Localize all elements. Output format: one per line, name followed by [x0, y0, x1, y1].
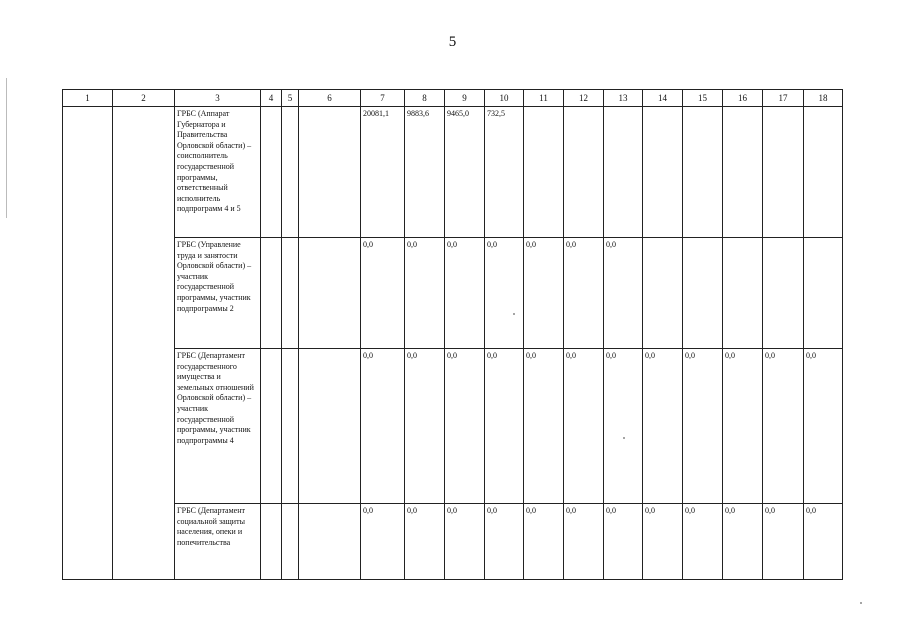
value-cell: 0,0 [683, 349, 723, 504]
value-cell [723, 107, 763, 238]
table-row [63, 504, 843, 580]
scan-speck [513, 313, 515, 315]
value-cell: 0,0 [405, 504, 445, 580]
column-number-cell: 16 [723, 90, 763, 107]
value-cell [723, 238, 763, 349]
value-cell [804, 107, 843, 238]
budget-table [62, 89, 843, 580]
value-cell [643, 238, 683, 349]
column-number-cell: 13 [604, 90, 643, 107]
column-number-cell: 11 [524, 90, 564, 107]
value-cell: 0,0 [524, 504, 564, 580]
recipient-description: ГРБС (Аппарат Губернатора и Правительства Орловской области) – соисполнитель государственной программы, ответственный исполнитель подпрограмм 4 и 5 [175, 107, 261, 238]
value-cell [643, 107, 683, 238]
empty-cell [282, 238, 299, 349]
column-1-cell [63, 107, 113, 580]
column-number-row [63, 90, 843, 107]
table-row [63, 349, 843, 504]
empty-cell [299, 238, 361, 349]
page-number: 5 [448, 34, 457, 50]
column-number-cell: 8 [405, 90, 445, 107]
empty-cell [261, 107, 282, 238]
value-cell: 0,0 [723, 504, 763, 580]
recipient-description: ГРБС (Управление труда и занятости Орловской области) – участник государственной программы, участник подпрограммы 2 [175, 238, 261, 349]
value-cell [804, 238, 843, 349]
column-number-cell: 2 [113, 90, 175, 107]
scan-edge-mark [6, 78, 7, 218]
empty-cell [261, 238, 282, 349]
value-cell: 0,0 [604, 349, 643, 504]
column-number-cell: 18 [804, 90, 843, 107]
column-number-cell: 10 [485, 90, 524, 107]
value-cell: 0,0 [485, 349, 524, 504]
value-cell: 0,0 [643, 504, 683, 580]
value-cell: 0,0 [804, 504, 843, 580]
value-cell [683, 238, 723, 349]
empty-cell [282, 349, 299, 504]
empty-cell [299, 504, 361, 580]
column-number-cell: 17 [763, 90, 804, 107]
value-cell: 0,0 [524, 238, 564, 349]
value-cell: 0,0 [361, 504, 405, 580]
column-number-cell: 5 [282, 90, 299, 107]
value-cell: 0,0 [604, 238, 643, 349]
value-cell: 0,0 [445, 238, 485, 349]
value-cell: 0,0 [763, 504, 804, 580]
column-number-cell: 12 [564, 90, 604, 107]
value-cell: 9883,6 [405, 107, 445, 238]
column-number-cell: 4 [261, 90, 282, 107]
value-cell: 0,0 [683, 504, 723, 580]
value-cell: 0,0 [723, 349, 763, 504]
column-2-cell [113, 107, 175, 580]
value-cell [683, 107, 723, 238]
value-cell: 0,0 [643, 349, 683, 504]
value-cell: 0,0 [485, 504, 524, 580]
column-number-cell: 3 [175, 90, 261, 107]
value-cell: 0,0 [564, 504, 604, 580]
value-cell: 0,0 [524, 349, 564, 504]
value-cell: 0,0 [405, 238, 445, 349]
table-row [63, 238, 843, 349]
value-cell: 0,0 [361, 238, 405, 349]
table-row [63, 107, 843, 238]
value-cell: 0,0 [405, 349, 445, 504]
value-cell [763, 238, 804, 349]
column-number-cell: 9 [445, 90, 485, 107]
empty-cell [299, 107, 361, 238]
value-cell: 0,0 [564, 238, 604, 349]
value-cell: 20081,1 [361, 107, 405, 238]
recipient-description: ГРБС (Департамент государственного имущества и земельных отношений Орловской области) – участник государственной программы, участник подпрограммы 4 [175, 349, 261, 504]
empty-cell [282, 504, 299, 580]
value-cell [763, 107, 804, 238]
value-cell: 0,0 [804, 349, 843, 504]
empty-cell [261, 349, 282, 504]
value-cell: 0,0 [361, 349, 405, 504]
column-number-cell: 14 [643, 90, 683, 107]
column-number-cell: 15 [683, 90, 723, 107]
value-cell: 0,0 [564, 349, 604, 504]
empty-cell [299, 349, 361, 504]
value-cell: 9465,0 [445, 107, 485, 238]
scan-speck [860, 602, 862, 604]
empty-cell [261, 504, 282, 580]
value-cell: 0,0 [445, 349, 485, 504]
value-cell [564, 107, 604, 238]
column-number-cell: 6 [299, 90, 361, 107]
value-cell: 0,0 [604, 504, 643, 580]
value-cell: 0,0 [485, 238, 524, 349]
recipient-description: ГРБС (Департамент социальной защиты населения, опеки и попечительства [175, 504, 261, 580]
scan-speck [623, 437, 625, 439]
column-number-cell: 7 [361, 90, 405, 107]
empty-cell [282, 107, 299, 238]
value-cell: 0,0 [763, 349, 804, 504]
value-cell [524, 107, 564, 238]
column-number-cell: 1 [63, 90, 113, 107]
value-cell: 732,5 [485, 107, 524, 238]
value-cell [604, 107, 643, 238]
value-cell: 0,0 [445, 504, 485, 580]
